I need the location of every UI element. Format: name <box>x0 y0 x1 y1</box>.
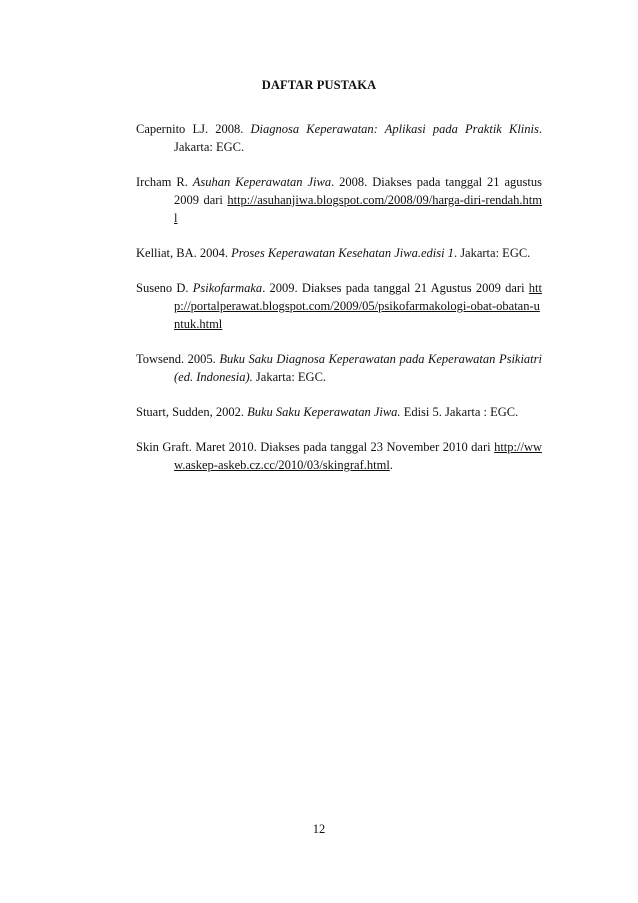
reference-author: Suseno D. <box>136 281 193 295</box>
reference-work-title: Proses Keperawatan Kesehatan Jiwa.edisi 1 <box>231 246 454 260</box>
reference-link[interactable]: http://asuhanjiwa.blogspot.com/2008/09/harga-diri-rendah.html <box>174 193 542 225</box>
reference-work-title: Buku Saku Keperawatan Jiwa. <box>247 405 401 419</box>
reference-author: Capernito LJ. 2008. <box>136 122 251 136</box>
reference-item <box>136 279 542 333</box>
reference-work-title: Asuhan Keperawatan Jiwa <box>192 175 332 189</box>
reference-author: Ircham R. <box>136 175 193 189</box>
reference-list <box>136 120 542 491</box>
reference-work-title: Buku Saku Diagnosa Keperawatan pada Keperawatan Psikiatri (ed. Indonesia). <box>174 352 542 384</box>
reference-details: . Jakarta: EGC. <box>174 122 542 154</box>
reference-details: . Jakarta: EGC. <box>453 246 531 260</box>
reference-details: Jakarta: EGC. <box>252 370 327 384</box>
reference-author: Towsend. 2005. <box>136 352 220 366</box>
reference-item <box>136 244 542 262</box>
reference-details: Edisi 5. Jakarta : EGC. <box>400 405 519 419</box>
reference-item <box>136 173 542 227</box>
reference-details: . 2008. Diakses pada tanggal 21 agustus 2009 dari <box>174 175 542 207</box>
reference-work-title: Diagnosa Keperawatan: Aplikasi pada Praktik Klinis <box>250 122 539 136</box>
reference-author: Stuart, Sudden, 2002. <box>136 405 248 419</box>
reference-item <box>136 403 542 421</box>
reference-work-title: Psikofarmaka <box>192 281 263 295</box>
reference-item <box>136 120 542 156</box>
reference-author: Skin Graft. Maret 2010. Diakses pada tanggal 23 November 2010 dari <box>136 440 495 454</box>
reference-item <box>136 350 542 386</box>
reference-author: Kelliat, BA. 2004. <box>136 246 232 260</box>
reference-tail: . <box>389 458 393 472</box>
page-title: DAFTAR PUSTAKA <box>261 78 377 92</box>
reference-details: . 2009. Diakses pada tanggal 21 Agustus 2009 dari <box>262 281 529 295</box>
reference-item <box>136 438 542 474</box>
reference-link[interactable]: http://www.askep-askeb.cz.cc/2010/03/skingraf.html <box>174 440 542 472</box>
reference-link[interactable]: http://portalperawat.blogspot.com/2009/05/psikofarmakologi-obat-obatan-untuk.html <box>174 281 542 331</box>
page-number: 12 <box>312 822 326 836</box>
